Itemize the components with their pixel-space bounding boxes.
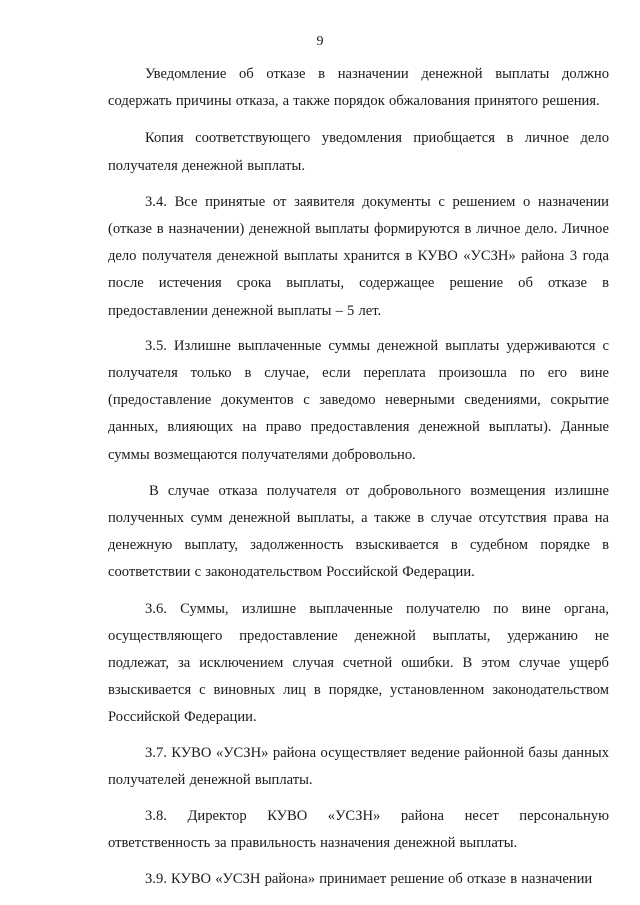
paragraph-3-9: 3.9. КУВО «УСЗН района» принимает решение об отказе в назначении	[145, 871, 593, 888]
document-body	[108, 61, 609, 894]
page-number: 9	[316, 34, 324, 49]
paragraph-3-4: 3.4. Все принятые от заявителя документы с решением о назначении (отказе в назначении) денежной выплаты формируются в личное дело. Личное дело получателя денежной выплаты хранится в КУВО «УСЗН» района 3 года после истечения срока выплаты, содержащее решение об отказе в предоставлении денежной выплаты – 5 лет.	[108, 193, 609, 319]
paragraph-notice-copy: Копия соответствующего уведомления приобщается в личное дело получателя денежной выплаты.	[108, 130, 609, 174]
paragraph-3-5: 3.5. Излишне выплаченные суммы денежной выплаты удерживаются с получателя только в случае, если переплата произошла по его вине (предоставление документов с заведомо неверными сведениями, сокрытие данных, влияющих на право предоставления денежной выплаты). Данные суммы возмещаются получателями добровольно.	[108, 337, 609, 463]
paragraph-refusal-notice: Уведомление об отказе в назначении денежной выплаты должно содержать причины отказа, а также порядок обжалования принятого решения.	[108, 66, 609, 110]
paragraph-court-recovery: В случае отказа получателя от добровольного возмещения излишне полученных сумм денежной выплаты, а также в случае отсутствия права на денежную выплату, задолженность взыскивается в судебном порядке в соответствии с законодательством Российской Федерации.	[108, 482, 609, 581]
paragraph-3-8: 3.8. Директор КУВО «УСЗН» района несет персональную ответственность за правильность назначения денежной выплаты.	[108, 808, 609, 852]
paragraph-3-6: 3.6. Суммы, излишне выплаченные получателю по вине органа, осуществляющего предоставление денежной выплаты, удержанию не подлежат, за исключением случая счетной ошибки. В этом случае ущерб взыскивается с виновных лиц в порядке, установленном законодательством Российской Федерации.	[108, 600, 609, 726]
paragraph-3-7: 3.7. КУВО «УСЗН» района осуществляет ведение районной базы данных получателей денежной выплаты.	[108, 744, 609, 788]
